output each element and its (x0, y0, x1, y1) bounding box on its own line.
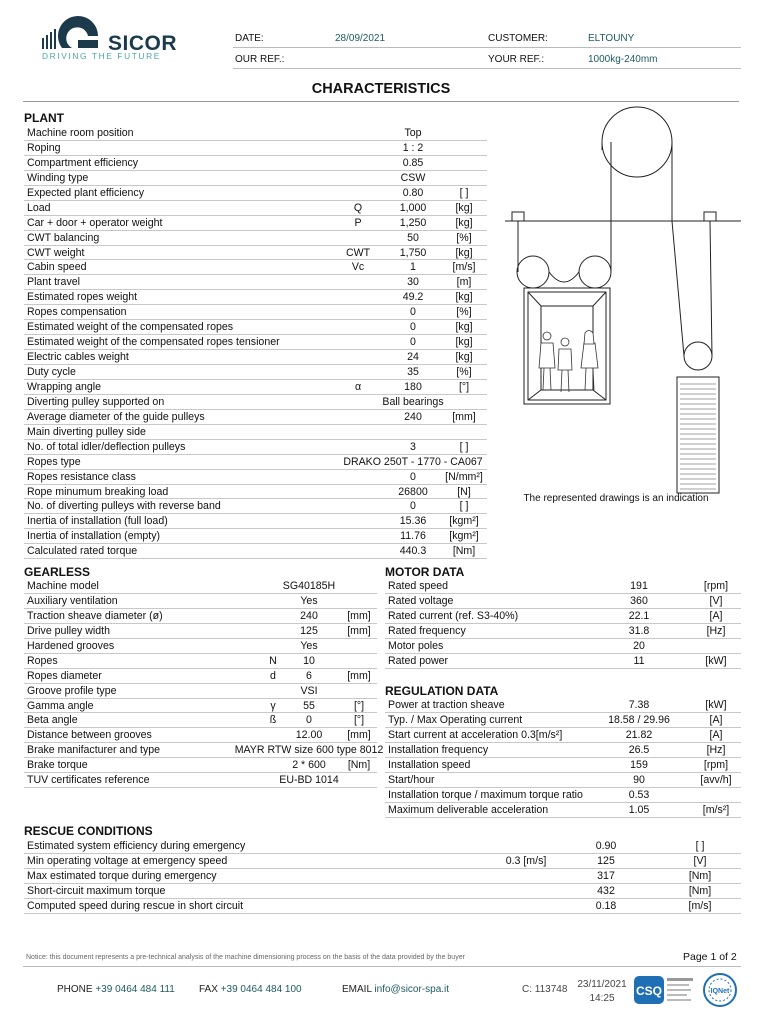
cwt-pulley-icon (684, 342, 712, 370)
table-row (24, 899, 741, 914)
cell-value: 432 (597, 884, 615, 897)
plant-table (24, 126, 487, 559)
cell-label: Plant travel (27, 276, 80, 289)
car-pulley-left-icon (517, 256, 549, 288)
cell-value: 0 (410, 336, 416, 349)
cell-unit: [mm] (347, 624, 371, 637)
table-row (24, 395, 487, 410)
phone-contact (57, 984, 175, 995)
your-ref-value: 1000kg-240mm (588, 54, 658, 65)
cell-value: 6 (306, 669, 312, 682)
table-row (385, 788, 741, 803)
cell-unit: [A] (709, 713, 723, 726)
cell-value: MAYR RTW size 600 type 8012 (234, 744, 384, 757)
table-row (24, 470, 487, 485)
iqnet-badge-text: IQNet (710, 988, 730, 995)
email-label: EMAIL (342, 984, 372, 995)
cell-unit: [mm] (452, 410, 476, 423)
table-row (24, 320, 487, 335)
cell-unit: [ ] (459, 440, 469, 453)
table-row (24, 485, 487, 500)
table-row (24, 455, 487, 470)
table-row (24, 579, 377, 594)
cell-label: Rated frequency (388, 624, 466, 637)
cell-unit: [kgm²] (449, 515, 479, 528)
table-row (24, 260, 487, 275)
table-row (24, 380, 487, 395)
table-row (24, 699, 377, 714)
cell-label: Ropes diameter (27, 669, 102, 682)
cell-label: Estimated weight of the compensated ropes tensioner (27, 336, 280, 349)
cell-label: Gamma angle (27, 699, 94, 712)
cell-value: 26800 (398, 485, 428, 498)
table-row (24, 440, 487, 455)
cell-label: Typ. / Max Operating current (388, 713, 523, 726)
cell-label: Installation torque / maximum torque ratio (388, 788, 583, 801)
cell-label: Machine room position (27, 127, 134, 139)
cell-label: Brake torque (27, 759, 88, 772)
car-pulley-right-icon (579, 256, 611, 288)
cell-unit: [%] (456, 306, 472, 319)
customer-label: CUSTOMER: (488, 33, 548, 44)
cell-label: Estimated system efficiency during emergency (27, 840, 246, 852)
cell-unit: [kg] (455, 291, 473, 304)
table-row (385, 743, 741, 758)
cell-label: Distance between grooves (27, 729, 152, 742)
rope-hitch-right (704, 212, 716, 221)
cell-unit: [kW] (705, 654, 727, 667)
cell-value: 0.80 (402, 186, 424, 199)
cell-unit: [%] (456, 366, 472, 378)
customer-value: ELTOUNY (588, 33, 635, 44)
cell-value: 0 (410, 500, 416, 513)
cell-value: 1.05 (628, 803, 650, 816)
sicor-logo (40, 10, 190, 70)
cell-label: TUV certificates reference (27, 774, 150, 787)
phone-link[interactable]: +39 0464 484 111 (95, 984, 175, 995)
table-row (24, 624, 377, 639)
table-row (385, 624, 741, 639)
print-date: 23/11/2021 (577, 979, 627, 990)
cell-label: Auxiliary ventilation (27, 594, 118, 607)
cell-value: 180 (404, 380, 422, 393)
cell-value: 3 (410, 440, 416, 453)
footer-divider (23, 966, 741, 967)
brand-tagline: DRIVING THE FUTURE (42, 51, 161, 61)
cell-label: Traction sheave diameter (ø) (27, 609, 163, 622)
table-row (385, 713, 741, 728)
cell-unit: [Nm] (452, 545, 476, 558)
table-row (24, 290, 487, 305)
traction-sheave-icon (602, 107, 672, 177)
cell-value: 24 (407, 351, 419, 364)
cell-unit: [ ] (695, 840, 705, 852)
cell-label: Power at traction sheave (388, 699, 505, 711)
cell-label: Winding type (27, 171, 89, 184)
cell-unit: [kg] (455, 336, 473, 349)
cell-value: 49.2 (402, 291, 424, 304)
cell-unit: [m/s] (452, 261, 476, 274)
cell-value: 125 (300, 624, 318, 637)
regulation-heading: REGULATION DATA (385, 684, 499, 698)
cell-value: 0.85 (402, 156, 424, 169)
cell-label: Min operating voltage at emergency speed (27, 854, 228, 867)
cell-unit: [m] (456, 276, 472, 289)
cell-label: Drive pulley width (27, 624, 111, 637)
cell-label: Ropes type (27, 455, 81, 468)
cell-unit: [m/s] (688, 899, 712, 912)
cell-unit: [kg] (455, 201, 473, 214)
fax-link[interactable]: +39 0464 484 100 (220, 984, 302, 995)
csq-badge-text: CSQ (635, 984, 663, 998)
cell-label: Compartment efficiency (27, 156, 139, 169)
cell-value: 1,250 (399, 216, 427, 229)
header-divider (233, 47, 741, 48)
table-row (24, 713, 377, 728)
cell-unit: [N] (457, 485, 471, 498)
cell-value: 240 (300, 609, 318, 622)
cell-value: 35 (407, 366, 419, 378)
cell-value: 22.1 (628, 609, 650, 622)
cell-value: 50 (407, 231, 419, 244)
cell-label: Start current at acceleration 0.3[m/s²] (388, 728, 563, 741)
our-ref-label: OUR REF.: (235, 54, 285, 65)
cell-value: 2 * 600 (292, 759, 326, 772)
cell-label: Rated power (388, 654, 449, 667)
table-row (385, 594, 741, 609)
cell-value: 0 (410, 321, 416, 334)
cell-unit: [°] (353, 699, 365, 712)
cell-sym: P (354, 216, 362, 229)
cell-label: Installation speed (388, 758, 471, 771)
table-row (24, 594, 377, 609)
table-row (24, 335, 487, 350)
cell-label: Calculated rated torque (27, 545, 138, 558)
cell-unit: [Hz] (706, 624, 726, 637)
table-row (385, 698, 741, 713)
cell-sym: α (354, 380, 362, 393)
cell-label: Roping (27, 141, 61, 154)
table-row (24, 854, 741, 869)
cell-value: 18.58 / 29.96 (608, 713, 670, 726)
table-row (24, 365, 487, 380)
table-row (24, 884, 741, 899)
cell-value: 30 (407, 276, 419, 289)
cell-label: Estimated weight of the compensated ropes (27, 321, 234, 334)
cell-value: 7.38 (628, 699, 650, 711)
table-row (385, 609, 741, 624)
cell-label: Groove profile type (27, 684, 117, 697)
cell-label: Expected plant efficiency (27, 186, 144, 199)
cell-label: Machine model (27, 580, 99, 592)
cell-unit: [ ] (459, 186, 469, 199)
cell-label: Load (27, 201, 51, 214)
cell-value: 15.36 (399, 515, 427, 528)
cell-value: 11 (633, 654, 645, 667)
cell-value: 440.3 (399, 545, 427, 558)
counterweight (677, 377, 719, 493)
cell-value: 31.8 (628, 624, 650, 637)
cell-label: Ropes resistance class (27, 470, 136, 483)
cell-label: Brake manifacturer and type (27, 744, 161, 757)
cell-unit: [kg] (455, 246, 473, 259)
regulation-table (385, 698, 741, 818)
cell-label: Main diverting pulley side (27, 425, 146, 438)
rope-hitch-left (512, 212, 524, 221)
cell-label: CWT weight (27, 246, 85, 259)
cell-value: VSI (300, 684, 318, 697)
table-row (24, 410, 487, 425)
cell-unit: [°] (353, 714, 365, 727)
cell-label: Wrapping angle (27, 380, 102, 393)
cell-label: Beta angle (27, 714, 78, 727)
cell-value: 55 (303, 699, 315, 712)
cell-value: 0.90 (595, 840, 617, 852)
cell-value: 159 (630, 758, 648, 771)
table-row (24, 246, 487, 261)
cell-unit: [A] (709, 609, 723, 622)
table-row (385, 758, 741, 773)
table-row (24, 305, 487, 320)
drawing-note: The represented drawings is an indication (523, 493, 709, 504)
cell-unit: [kg] (455, 216, 473, 229)
cell-value: 0.18 (595, 899, 617, 912)
cell-unit: [m/s²] (702, 803, 730, 816)
cell-value: DRAKO 250T - 1770 - CA067 (343, 455, 483, 468)
table-row (24, 425, 487, 440)
table-row (24, 669, 377, 684)
table-row (385, 654, 741, 669)
cell-label: Cabin speed (27, 261, 87, 274)
cell-unit: [Nm] (688, 869, 712, 882)
csq-certification-badge-icon (634, 974, 696, 1006)
cell-unit: [Nm] (347, 759, 371, 772)
table-row (385, 639, 741, 654)
cell-label: Average diameter of the guide pulleys (27, 410, 205, 423)
cell-label: Rated current (ref. S3-40%) (388, 609, 519, 622)
cell-label: Inertia of installation (full load) (27, 515, 168, 528)
table-row (24, 186, 487, 201)
cell-label: Rated voltage (388, 594, 454, 607)
cell-label: Motor poles (388, 639, 444, 652)
cell-label: Electric cables weight (27, 351, 129, 364)
fax-contact (199, 984, 302, 995)
table-row (385, 728, 741, 743)
cell-sym: Vc (351, 261, 365, 274)
cell-label: Start/hour (388, 773, 435, 786)
cell-label: Computed speed during rescue in short circuit (27, 899, 244, 912)
motor-heading: MOTOR DATA (385, 565, 465, 579)
cell-value: 360 (630, 594, 648, 607)
rescue-table (24, 839, 741, 914)
cell-extra: 0.3 [m/s] (505, 854, 547, 867)
cell-unit: [Hz] (706, 743, 726, 756)
cell-label: Short-circuit maximum torque (27, 884, 166, 897)
table-row (24, 141, 487, 156)
cell-value: SG40185H (282, 580, 336, 592)
cell-sym: N (269, 654, 277, 667)
cell-sym: γ (270, 699, 276, 712)
cell-value: 12.00 (295, 729, 323, 742)
cell-unit: [Nm] (688, 884, 712, 897)
table-row (24, 544, 487, 559)
cell-unit: [V] (709, 594, 723, 607)
cell-value: 11.76 (400, 530, 426, 543)
cell-label: Inertia of installation (empty) (27, 530, 161, 543)
cell-value: Top (404, 127, 422, 139)
cell-value: 0.53 (628, 788, 650, 801)
passengers-icon (539, 331, 598, 393)
cell-value: 0 (306, 714, 312, 727)
cell-value: 125 (597, 854, 615, 867)
cell-label: Estimated ropes weight (27, 291, 138, 304)
fax-label: FAX (199, 984, 218, 995)
date-label: DATE: (235, 33, 264, 44)
cell-label: Rope minumum breaking load (27, 485, 169, 498)
table-row (385, 579, 741, 594)
table-row (24, 156, 487, 171)
cell-unit: [rpm] (703, 758, 729, 771)
cell-unit: [%] (456, 231, 472, 244)
email-contact (342, 984, 449, 995)
print-time: 14:25 (589, 993, 615, 1004)
cell-value: 1 (410, 261, 416, 274)
cell-label: Max estimated torque during emergency (27, 869, 217, 882)
cell-sym: CWT (345, 246, 371, 259)
table-row (24, 869, 741, 884)
table-row (24, 743, 384, 758)
cell-unit: [rpm] (703, 580, 729, 592)
cell-value: Yes (300, 639, 318, 652)
cell-value: 317 (597, 869, 615, 882)
cell-unit: [°] (458, 380, 470, 393)
table-row (24, 499, 487, 514)
cell-value: 90 (633, 773, 645, 786)
cell-unit: [kg] (455, 321, 473, 334)
table-row (24, 684, 377, 699)
cell-value: 10 (303, 654, 315, 667)
print-timestamp (574, 978, 630, 1006)
cell-label: Rated speed (388, 580, 449, 592)
cell-unit: [kg] (455, 351, 473, 364)
cell-unit: [A] (709, 728, 723, 741)
table-row (24, 839, 741, 854)
cell-label: Duty cycle (27, 366, 76, 378)
cell-value: EU-BD 1014 (279, 774, 339, 787)
table-row (24, 758, 377, 773)
cell-label: Diverting pulley supported on (27, 395, 165, 408)
cell-value: 21.82 (625, 728, 653, 741)
table-row (24, 275, 487, 290)
cell-value: 1,000 (399, 201, 427, 214)
sicor-emblem-icon (40, 10, 110, 52)
phone-label: PHONE (57, 984, 93, 995)
table-row (24, 201, 487, 216)
table-row (385, 803, 741, 818)
cell-value: 1 : 2 (402, 141, 424, 154)
elevator-drawing (505, 100, 741, 495)
plant-heading: PLANT (24, 111, 64, 125)
cell-label: CWT balancing (27, 231, 100, 244)
table-row (24, 609, 377, 624)
cell-sym: d (270, 669, 276, 682)
cell-sym: ß (269, 714, 277, 727)
elevator-car (524, 288, 610, 404)
cell-value: 1,750 (399, 246, 427, 259)
table-row (24, 171, 487, 186)
document-code: C: 113748 (522, 984, 568, 995)
table-row (24, 728, 377, 743)
cell-label: Maximum deliverable acceleration (388, 803, 549, 816)
your-ref-label: YOUR REF.: (488, 54, 545, 65)
gearless-table (24, 579, 384, 788)
cell-value: 240 (404, 410, 422, 423)
cell-label: No. of total idler/deflection pulleys (27, 440, 186, 453)
cell-value: CSW (400, 171, 426, 184)
cell-label: Ropes compensation (27, 306, 127, 319)
cell-value: Ball bearings (382, 395, 444, 408)
cell-sym: Q (353, 201, 363, 214)
cell-unit: [kW] (705, 699, 727, 711)
cell-label: Installation frequency (388, 743, 489, 756)
email-link[interactable]: info@sicor-spa.it (374, 984, 450, 995)
table-row (24, 216, 487, 231)
cell-unit: [avv/h] (700, 773, 732, 786)
table-row (24, 639, 377, 654)
table-row (24, 529, 487, 544)
cell-value: 20 (633, 639, 645, 652)
cell-label: Hardened grooves (27, 639, 115, 652)
page-title: CHARACTERISTICS (311, 81, 451, 97)
table-row (385, 773, 741, 788)
table-row (24, 231, 487, 246)
cell-label: No. of diverting pulleys with reverse band (27, 500, 221, 513)
cell-value: 0 (410, 470, 416, 483)
cell-value: 191 (630, 580, 648, 592)
table-row (24, 350, 487, 365)
header-divider (233, 68, 741, 69)
cell-unit: [ ] (459, 500, 469, 513)
brand-name: SICOR (108, 32, 178, 55)
cell-value: 26.5 (628, 743, 650, 756)
cell-unit: [mm] (347, 729, 371, 742)
cell-unit: [N/mm²] (445, 470, 483, 483)
cell-unit: [mm] (347, 669, 371, 682)
cell-value: Yes (300, 594, 318, 607)
disclaimer-notice: Notice: this document represents a pre-technical analysis of the machine dimensioning process on the basis of the data provided by the buyer (26, 954, 465, 961)
cell-unit: [V] (693, 854, 707, 867)
table-row (24, 654, 377, 669)
table-row (24, 514, 487, 529)
cell-label: Car + door + operator weight (27, 216, 163, 229)
cell-unit: [kgm²] (449, 530, 479, 543)
page-number: Page 1 of 2 (683, 951, 737, 963)
iqnet-certification-badge-icon (701, 972, 739, 1008)
cell-value: 0 (410, 306, 416, 319)
date-value: 28/09/2021 (335, 33, 386, 44)
gearless-heading: GEARLESS (24, 565, 91, 579)
table-row (24, 773, 377, 788)
rescue-heading: RESCUE CONDITIONS (24, 824, 153, 838)
cell-label: Ropes (27, 654, 58, 667)
table-row (24, 126, 487, 141)
motor-table (385, 579, 741, 669)
cell-unit: [mm] (347, 609, 371, 622)
